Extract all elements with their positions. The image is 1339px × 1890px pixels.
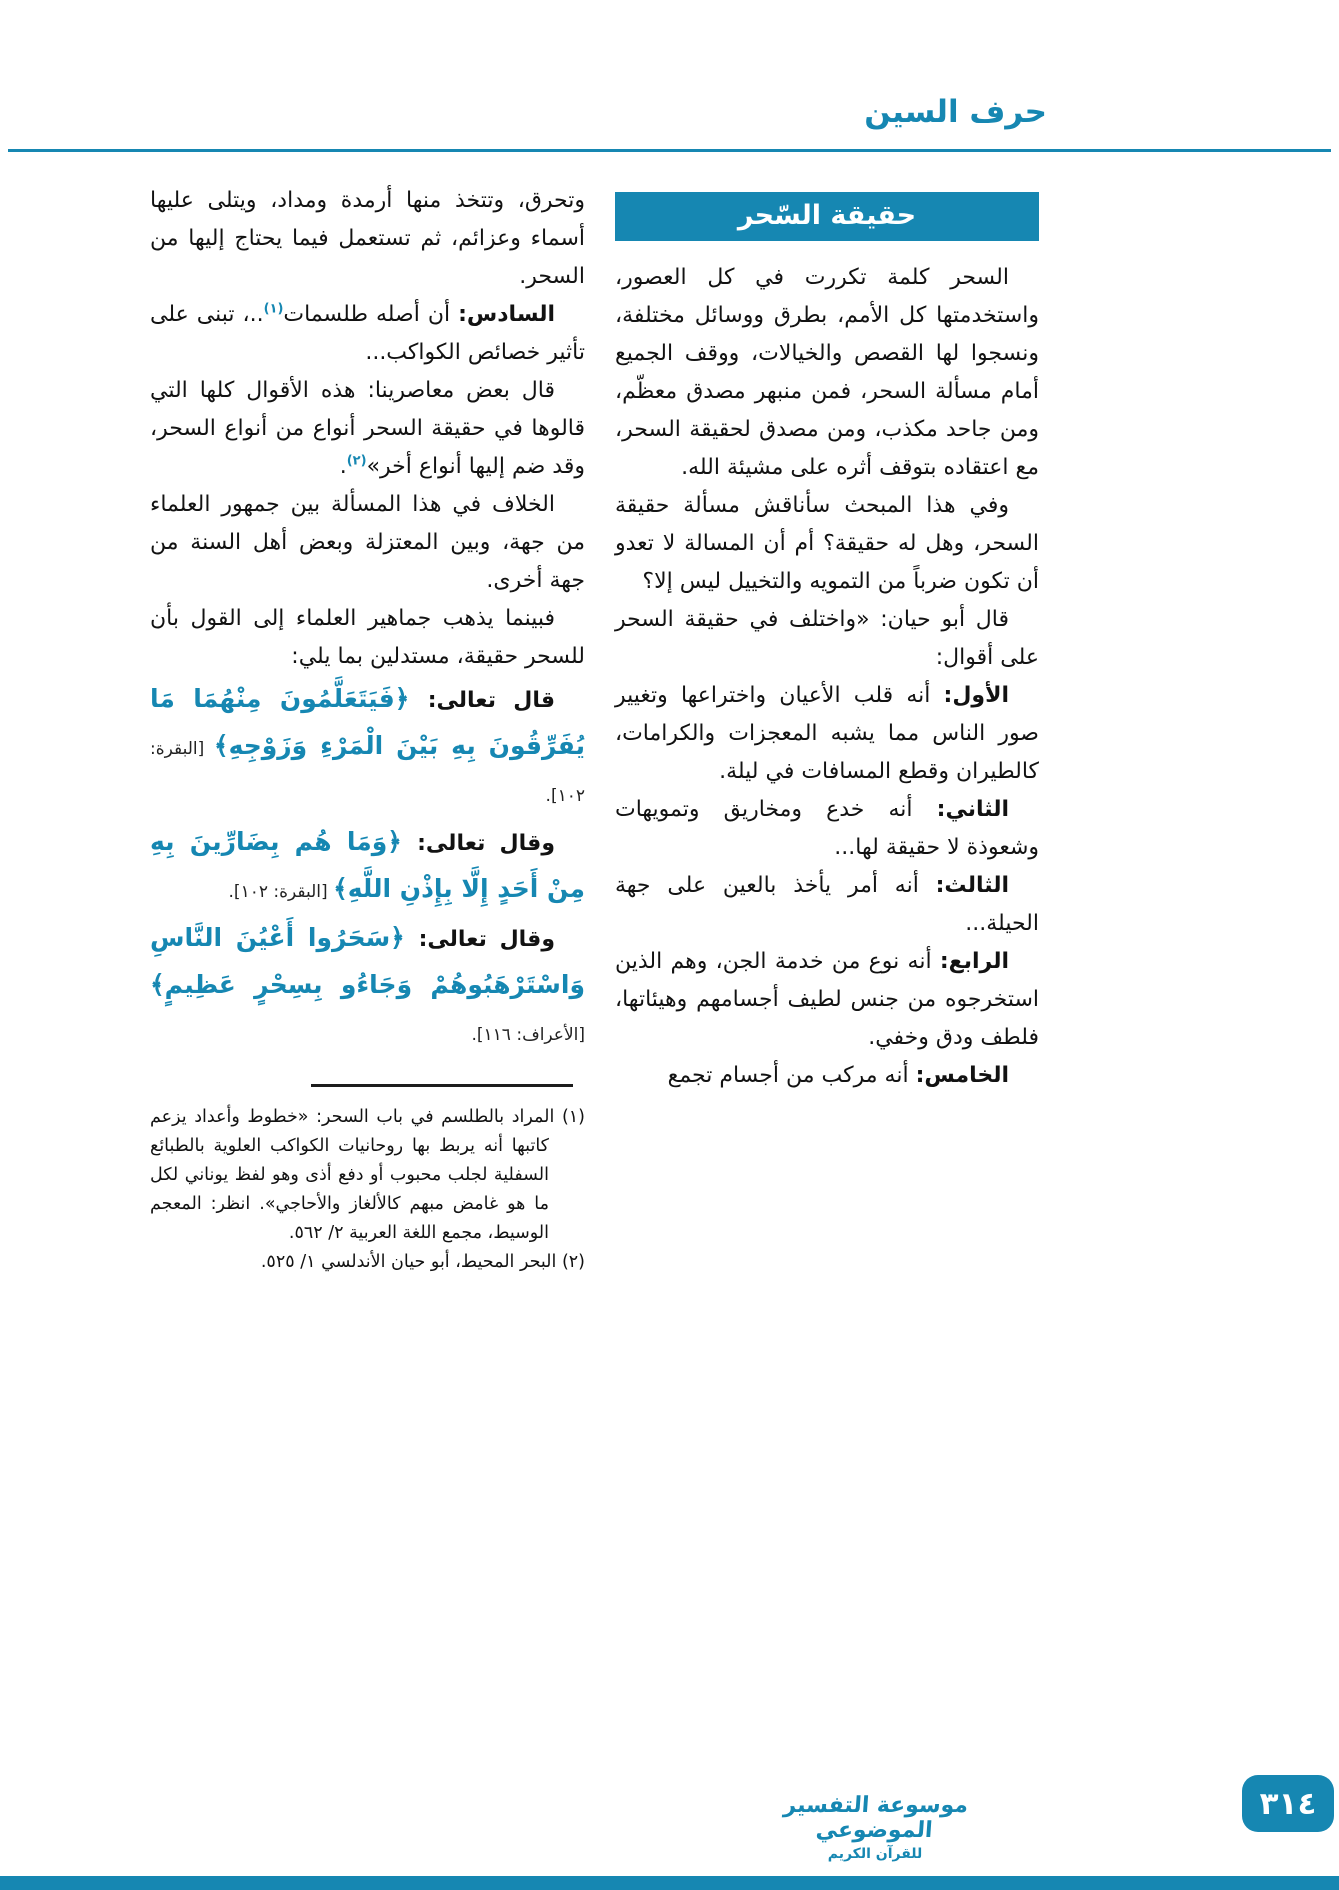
publisher-emblem-line2: للقرآن الكريم — [827, 1846, 923, 1862]
paragraph-lead: الخامس: — [915, 1063, 1009, 1088]
footnote-text: المراد بالطلسم في باب السحر: «خطوط وأعداد يزعم كاتبها أنه يربط بها روحانيات الكواكب العلوية بالطبائع السفلية لجلب محبوب أو دفع أذى وهو لفظ يوناني لكل ما هو غامض مبهم كالألغاز والأحاجي». انظر: المعجم الوسيط، مجمع اللغة العربية ٢/ ٥٦٢. — [150, 1106, 562, 1243]
paragraph-text: السحر كلمة تكررت في كل العصور، واستخدمتها كل الأمم، بطرق ووسائل مختلفة، ونسجوا لها القصص والخيالات، ووقف الجميع أمام مسألة السحر، فمن منبهر مصدق معظّم، ومن جاحد مكذب، ومن مصدق لحقيقة السحر، مع اعتقاده بتوقف أثره على مشيئة الله. — [615, 265, 1039, 480]
paragraph — [615, 259, 1039, 487]
verse-reference: [الأعراف: ١١٦]. — [471, 1025, 585, 1045]
paragraph-text: أنه خدع ومخاريق وتمويهات وشعوذة لا حقيقة لها... — [615, 797, 1039, 860]
paragraph-text: ..، تبنى على تأثير خصائص الكواكب... — [150, 302, 585, 365]
paragraph — [150, 486, 585, 600]
footnote-marker: (١) — [561, 1106, 585, 1127]
paragraph — [150, 600, 585, 676]
footnote-separator — [311, 1084, 573, 1087]
paragraph-text: أنه قلب الأعيان واختراعها وتغيير صور الناس مما يشبه المعجزات والكرامات، كالطيران وقطع المسافات في ليلة. — [615, 683, 1039, 784]
verse-intro: قال تعالى: — [427, 688, 555, 713]
paragraph-text: وفي هذا المبحث سأناقش مسألة حقيقة السحر، وهل له حقيقة؟ أم أن المسالة لا تعدو أن تكون ضرباً من التمويه والتخييل ليس إلا؟ — [615, 493, 1039, 594]
publisher-emblem — [770, 1793, 980, 1862]
column-right — [615, 182, 1039, 1277]
paragraph-text: قال بعض معاصرينا: هذه الأقوال كلها التي قالوها في حقيقة السحر أنواع من أنواع السحر، وقد ضم إليها أنواع أخر» — [150, 378, 585, 479]
paragraph-text: أن أصله طلسمات — [283, 302, 459, 327]
quran-verse-paragraph — [150, 676, 585, 819]
paragraph-lead: الثالث: — [935, 873, 1009, 898]
paragraph-lead: السادس: — [458, 302, 556, 327]
footnote-ref-2: (٢) — [346, 453, 367, 469]
footnote — [150, 1103, 585, 1248]
paragraph — [615, 487, 1039, 601]
section-title: حقيقة السّحر — [615, 192, 1039, 241]
paragraph — [615, 677, 1039, 791]
column-left — [150, 182, 585, 1277]
verse-intro: وقال تعالى: — [418, 927, 555, 952]
paragraph — [150, 296, 585, 372]
page-content — [150, 182, 1039, 1277]
paragraph — [615, 943, 1039, 1057]
verse-reference: [البقرة: ١٠٢]. — [150, 739, 585, 806]
paragraph-lead: الرابع: — [939, 949, 1009, 974]
footnote-marker: (٢) — [561, 1251, 585, 1272]
paragraph-text: . — [339, 454, 347, 479]
paragraph — [615, 867, 1039, 943]
header-rule — [8, 149, 1331, 152]
footnote-ref-1: (١) — [263, 301, 284, 317]
footnote — [150, 1248, 585, 1277]
verse-intro: وقال تعالى: — [417, 831, 555, 856]
paragraph-text: أنه أمر يأخذ بالعين على جهة الحيلة... — [615, 873, 1039, 936]
paragraph-lead: الأول: — [943, 683, 1009, 708]
quran-verse: ﴿فَيَتَعَلَّمُونَ مِنْهُمَا مَا يُفَرِّقُونَ بِهِ بَيْنَ الْمَرْءِ وَزَوْجِهِ﴾ — [150, 684, 585, 760]
paragraph — [150, 372, 585, 486]
paragraph — [150, 182, 585, 296]
page-number-badge: ٣١٤ — [1242, 1775, 1334, 1832]
bottom-band — [0, 1876, 1339, 1890]
paragraph — [615, 601, 1039, 677]
paragraph — [615, 1057, 1039, 1095]
paragraph-text: وتحرق، وتتخذ منها أرمدة ومداد، ويتلى عليها أسماء وعزائم، ثم تستعمل فيما يحتاج إليها من السحر. — [150, 188, 585, 289]
publisher-emblem-line1: موسوعة التفسير الموضوعي — [782, 1793, 970, 1843]
quran-verse-paragraph — [150, 819, 585, 915]
quran-verse: ﴿سَحَرُوا أَعْيُنَ النَّاسِ وَاسْتَرْهَبُوهُمْ وَجَاءُو بِسِحْرٍ عَظِيمٍ﴾ — [150, 923, 585, 999]
paragraph-text: أنه مركب من أجسام تجمع — [667, 1063, 916, 1088]
footnote-text: البحر المحيط، أبو حيان الأندلسي ١/ ٥٢٥. — [260, 1251, 562, 1272]
paragraph-text: الخلاف في هذا المسألة بين جمهور العلماء من جهة، وبين المعتزلة وبعض أهل السنة من جهة أخرى. — [150, 492, 585, 593]
quran-verse: ﴿وَمَا هُم بِضَارِّينَ بِهِ مِنْ أَحَدٍ إِلَّا بِإِذْنِ اللَّهِ﴾ — [150, 827, 585, 903]
paragraph-text: قال أبو حيان: «واختلف في حقيقة السحر على أقوال: — [615, 607, 1039, 670]
verse-reference: [البقرة: ١٠٢]. — [228, 882, 334, 902]
chapter-header: حرف السين — [864, 94, 1047, 130]
paragraph-lead: الثاني: — [936, 797, 1009, 822]
quran-verse-paragraph — [150, 915, 585, 1058]
paragraph — [615, 791, 1039, 867]
paragraph-text: أنه نوع من خدمة الجن، وهم الذين استخرجوه من جنس لطيف أجسامهم وهيئاتها، فلطف ودق وخفي. — [615, 949, 1039, 1050]
paragraph-text: فبينما يذهب جماهير العلماء إلى القول بأن للسحر حقيقة، مستدلين بما يلي: — [150, 606, 585, 669]
